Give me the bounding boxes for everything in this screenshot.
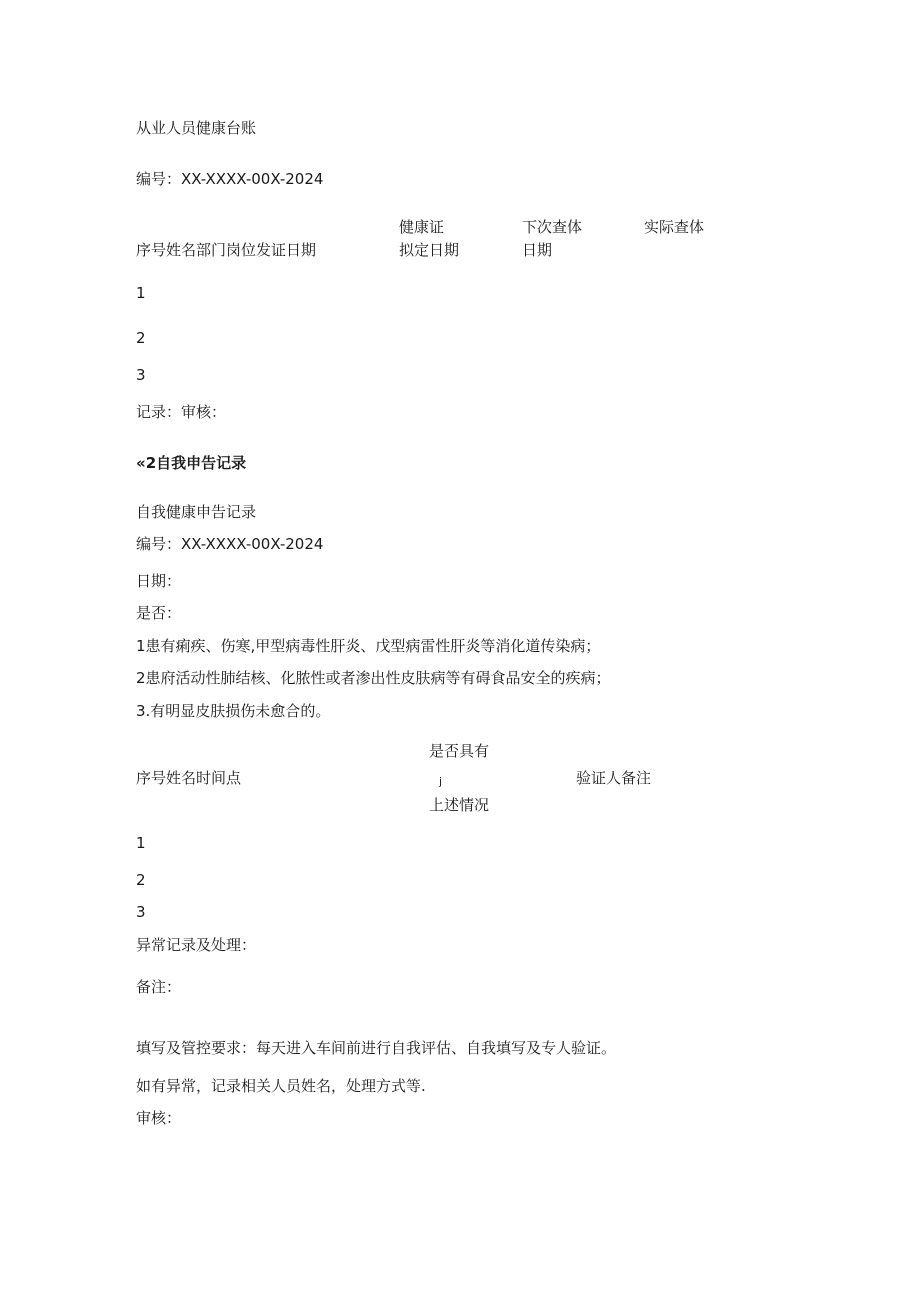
table-row: 3	[136, 903, 146, 921]
ledger-number: 编号：XX-XXXX-00X-2024	[136, 170, 324, 188]
ledger-header-main: 序号姓名部门岗位发证日期	[136, 241, 317, 259]
ledger-header-actual-exam: 实际查体	[644, 218, 705, 236]
requirement-text: 填写及管控要求：每天进入车间前进行自我评估、自我填写及专人验证。	[136, 1039, 617, 1057]
ledger-title: 从业人员健康台账	[136, 119, 257, 137]
table-row: 1	[136, 284, 146, 302]
declaration-header-status-line1: 是否具有	[429, 742, 490, 760]
ledger-header-next-exam-line1: 下次查体	[522, 218, 583, 236]
declaration-header-status-line2: 上述情况	[429, 796, 490, 814]
review-label: 审核：	[136, 1109, 182, 1127]
ledger-header-cert-line1: 健康证	[399, 218, 445, 236]
table-row: 2	[136, 329, 146, 347]
ledger-header-cert-line2: 拟定日期	[399, 241, 460, 259]
list-item: 1患有痢疾、伤寒,甲型病毒性肝炎、戊型病雷性肝炎等消化道传染病；	[136, 637, 601, 655]
requirement-text-2: 如有异常，记录相关人员姓名，处理方式等.	[136, 1077, 426, 1095]
ledger-header-next-exam-line2: 日期	[522, 241, 553, 259]
table-row: 2	[136, 871, 146, 889]
table-row: 3	[136, 366, 146, 384]
list-item: 2患府活动性肺结核、化脓性或者渗出性皮肤病等有碍食品安全的疾病；	[136, 669, 611, 687]
declaration-header-main: 序号姓名时间点	[136, 769, 242, 787]
section-heading: «2自我申告记录	[136, 454, 247, 472]
declaration-title: 自我健康申告记录	[136, 503, 257, 521]
list-item: 3.有明显皮肤损伤未愈合的。	[136, 702, 331, 720]
date-label: 日期：	[136, 572, 182, 590]
question-label: 是否：	[136, 604, 182, 622]
declaration-header-mark: j	[439, 775, 443, 788]
abnormal-label: 异常记录及处理：	[136, 936, 257, 954]
declaration-number: 编号：XX-XXXX-00X-2024	[136, 535, 324, 553]
declaration-header-verifier: 验证人备注	[576, 769, 652, 787]
table-row: 1	[136, 834, 146, 852]
ledger-footer: 记录：审核：	[136, 403, 227, 421]
remarks-label: 备注：	[136, 978, 182, 996]
